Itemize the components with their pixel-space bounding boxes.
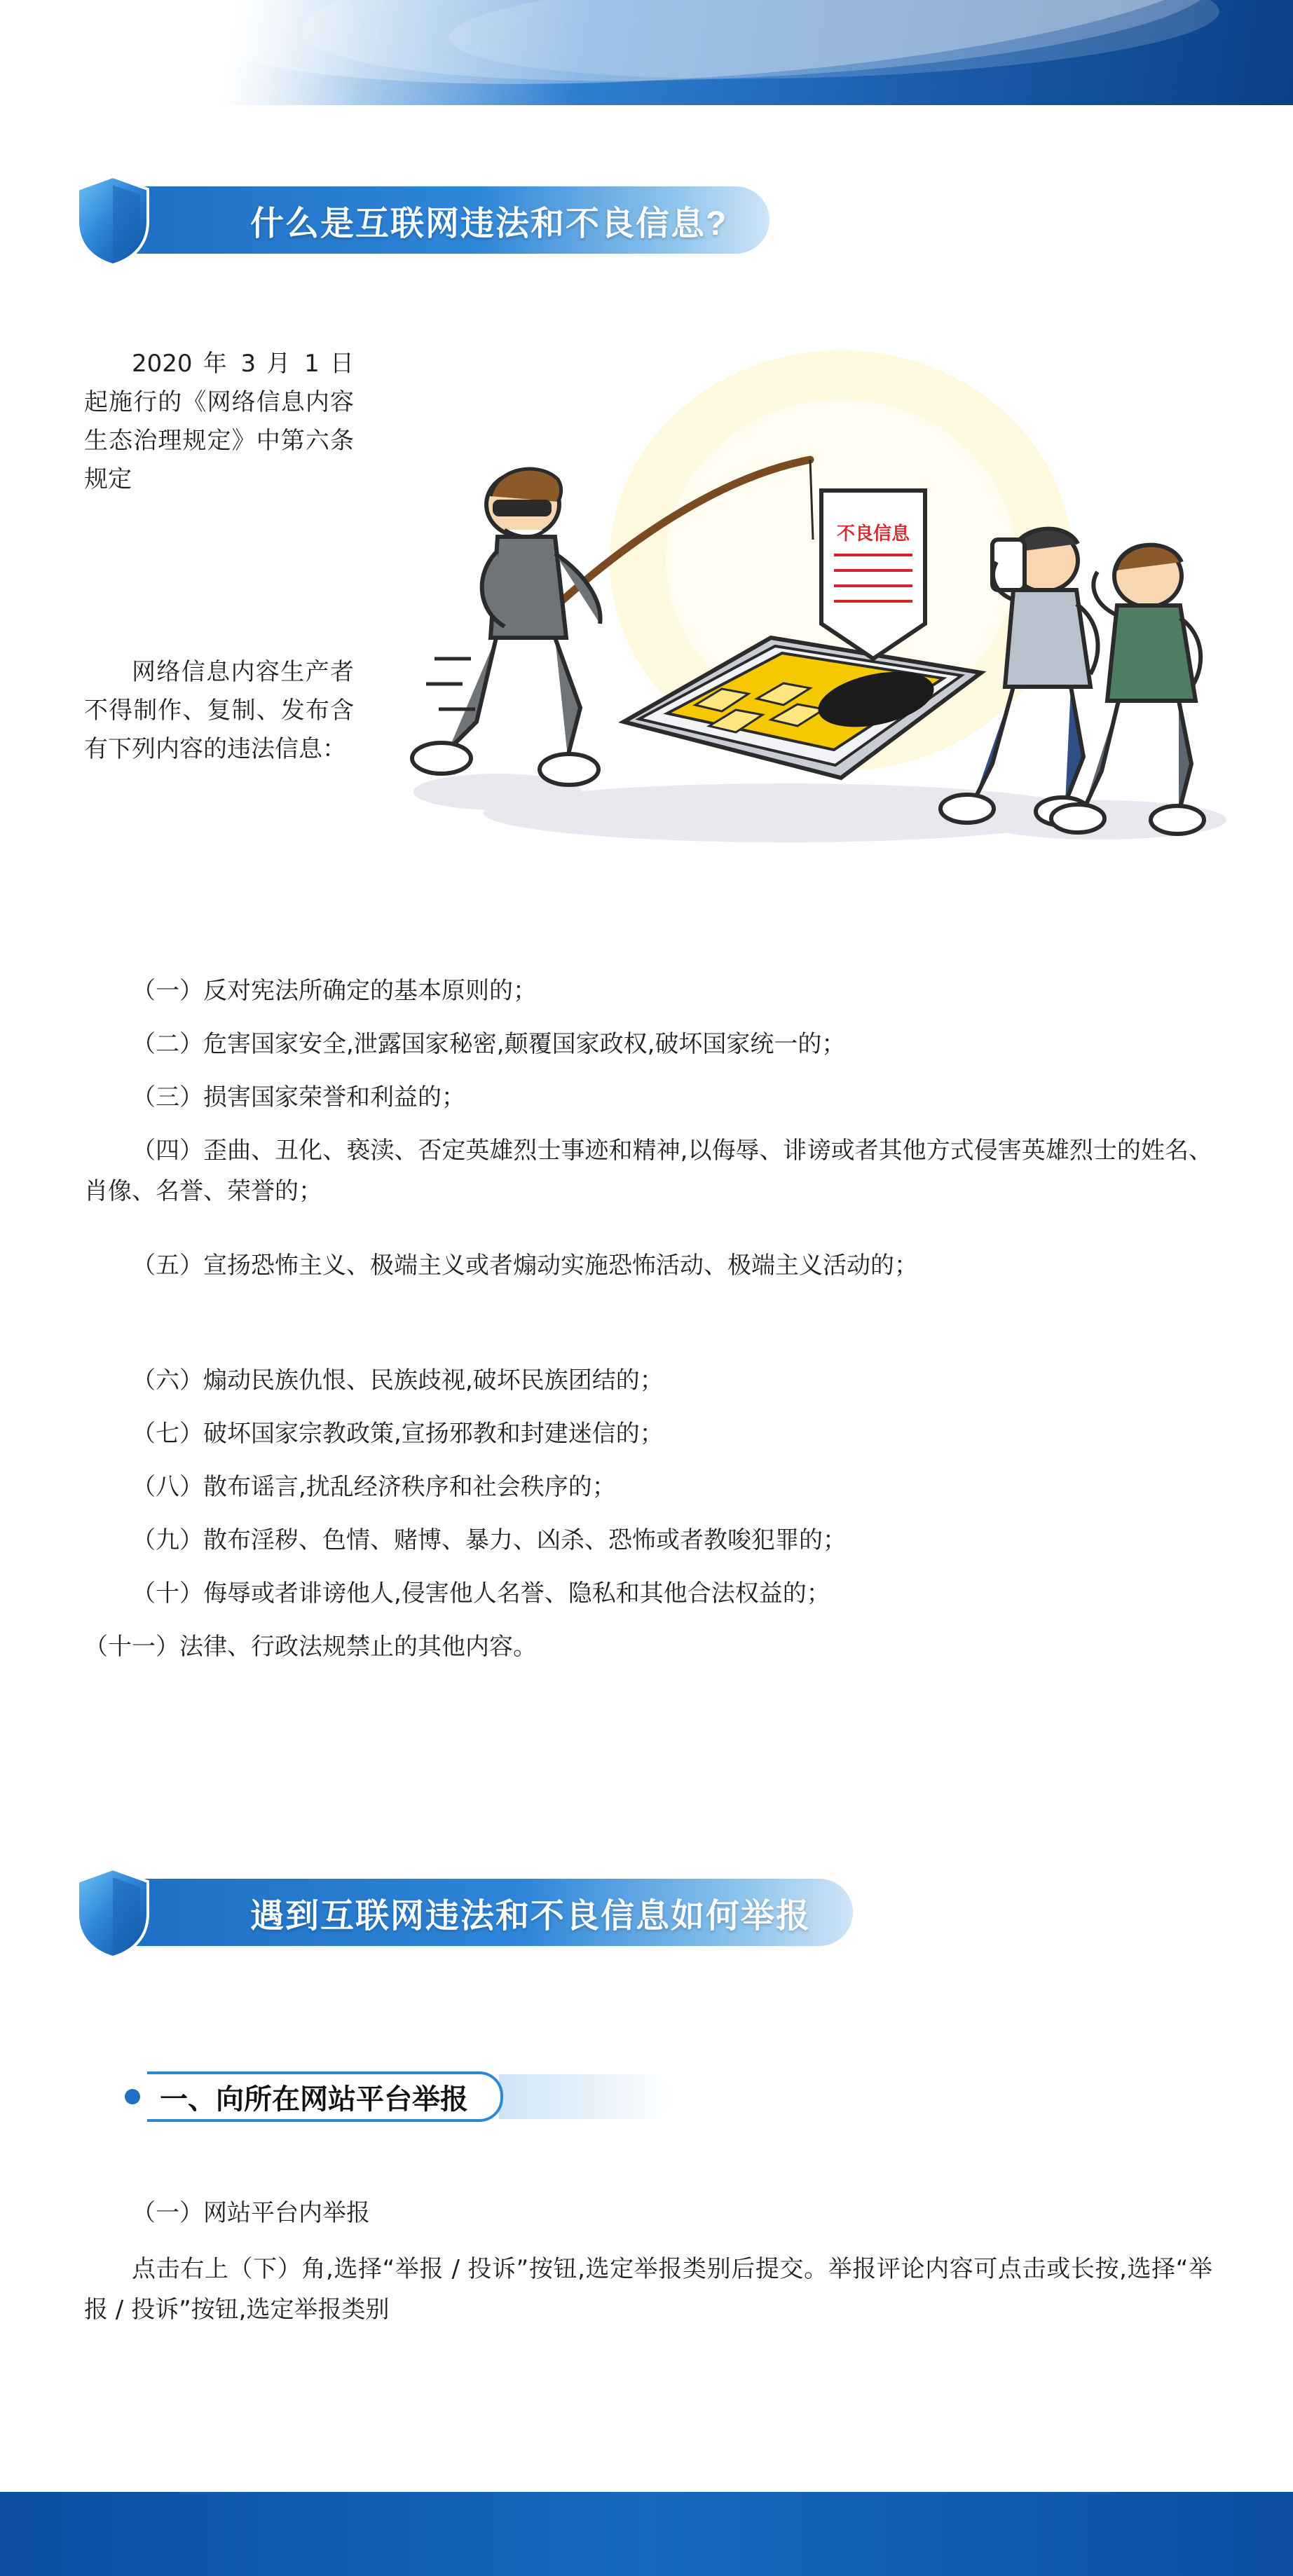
list-item: （七）破坏国家宗教政策,宣扬邪教和封建迷信的； xyxy=(132,1420,664,1448)
bullet-dot-icon xyxy=(125,2089,140,2104)
subsection-heading xyxy=(125,2071,674,2123)
subsection-item-title-text: （一）网站平台内举报 xyxy=(132,2199,370,2227)
svg-text:不良信息: 不良信息 xyxy=(836,523,910,544)
phishing-illustration xyxy=(392,329,1226,883)
intro-paragraph-2 xyxy=(84,653,354,769)
section-title-plate-2 xyxy=(124,1879,853,1946)
list-item: （十一）法律、行政法规禁止的其他内容。 xyxy=(84,1633,537,1661)
page-title: 什么是互联网违法和不良信息? xyxy=(250,205,728,242)
intro-paragraph-1-text: 2020 年 3 月 1 日起施行的《网络信息内容生态治理规定》中第六条规定 xyxy=(84,350,354,494)
section-heading-what-is xyxy=(74,175,887,266)
subsection-item-title xyxy=(84,2193,1212,2234)
list-item: （十）侮辱或者诽谤他人,侵害他人名誉、隐私和其他合法权益的； xyxy=(132,1580,830,1608)
banner-white-fade xyxy=(0,0,364,105)
list-item: （八）散布谣言,扰乱经济秩序和社会秩序的； xyxy=(132,1473,616,1501)
list-item: （六）煽动民族仇恨、民族歧视,破坏民族团结的； xyxy=(132,1366,664,1395)
intro-paragraph-2-text: 网络信息内容生产者不得制作、复制、发布含有下列内容的违法信息： xyxy=(84,658,354,764)
section-heading-how-to-report xyxy=(74,1868,936,1959)
list-item: （二）危害国家安全,泄露国家秘密,颠覆国家政权,破坏国家统一的； xyxy=(132,1030,846,1058)
list-item: （四）歪曲、丑化、亵渎、否定英雄烈士事迹和精神,以侮辱、诽谤或者其他方式侵害英雄烈士的姓名、肖像、名誉、荣誉的； xyxy=(84,1137,1212,1205)
shield-icon xyxy=(74,175,152,266)
section-title-2: 遇到互联网违法和不良信息如何举报 xyxy=(250,1897,812,1935)
shield-icon xyxy=(74,1868,152,1959)
section-title-plate xyxy=(124,186,769,254)
bottom-decorative-bar xyxy=(0,2492,1293,2576)
subsection-label: 一、向所在网站平台举报 xyxy=(160,2083,468,2115)
subsection-plate xyxy=(147,2071,503,2122)
subsection-body-text: 点击右上（下）角,选择“举报 / 投诉”按钮,选定举报类别后提交。举报评论内容可点击或长按,选择“举报 / 投诉”按钮,选定举报类别 xyxy=(84,2255,1212,2324)
subsection-body xyxy=(84,2249,1212,2331)
subsection-plate-tail xyxy=(499,2074,674,2119)
list-item: （三）损害国家荣誉和利益的； xyxy=(132,1083,465,1111)
list-item: （五）宣扬恐怖主义、极端主义或者煽动实施恐怖活动、极端主义活动的； xyxy=(132,1252,918,1280)
top-decorative-banner xyxy=(0,0,1293,105)
list-item: （九）散布淫秽、色情、赌博、暴力、凶杀、恐怖或者教唆犯罪的； xyxy=(132,1526,847,1554)
intro-paragraph-1 xyxy=(84,345,354,499)
list-item: （一）反对宪法所确定的基本原则的； xyxy=(132,977,537,1005)
